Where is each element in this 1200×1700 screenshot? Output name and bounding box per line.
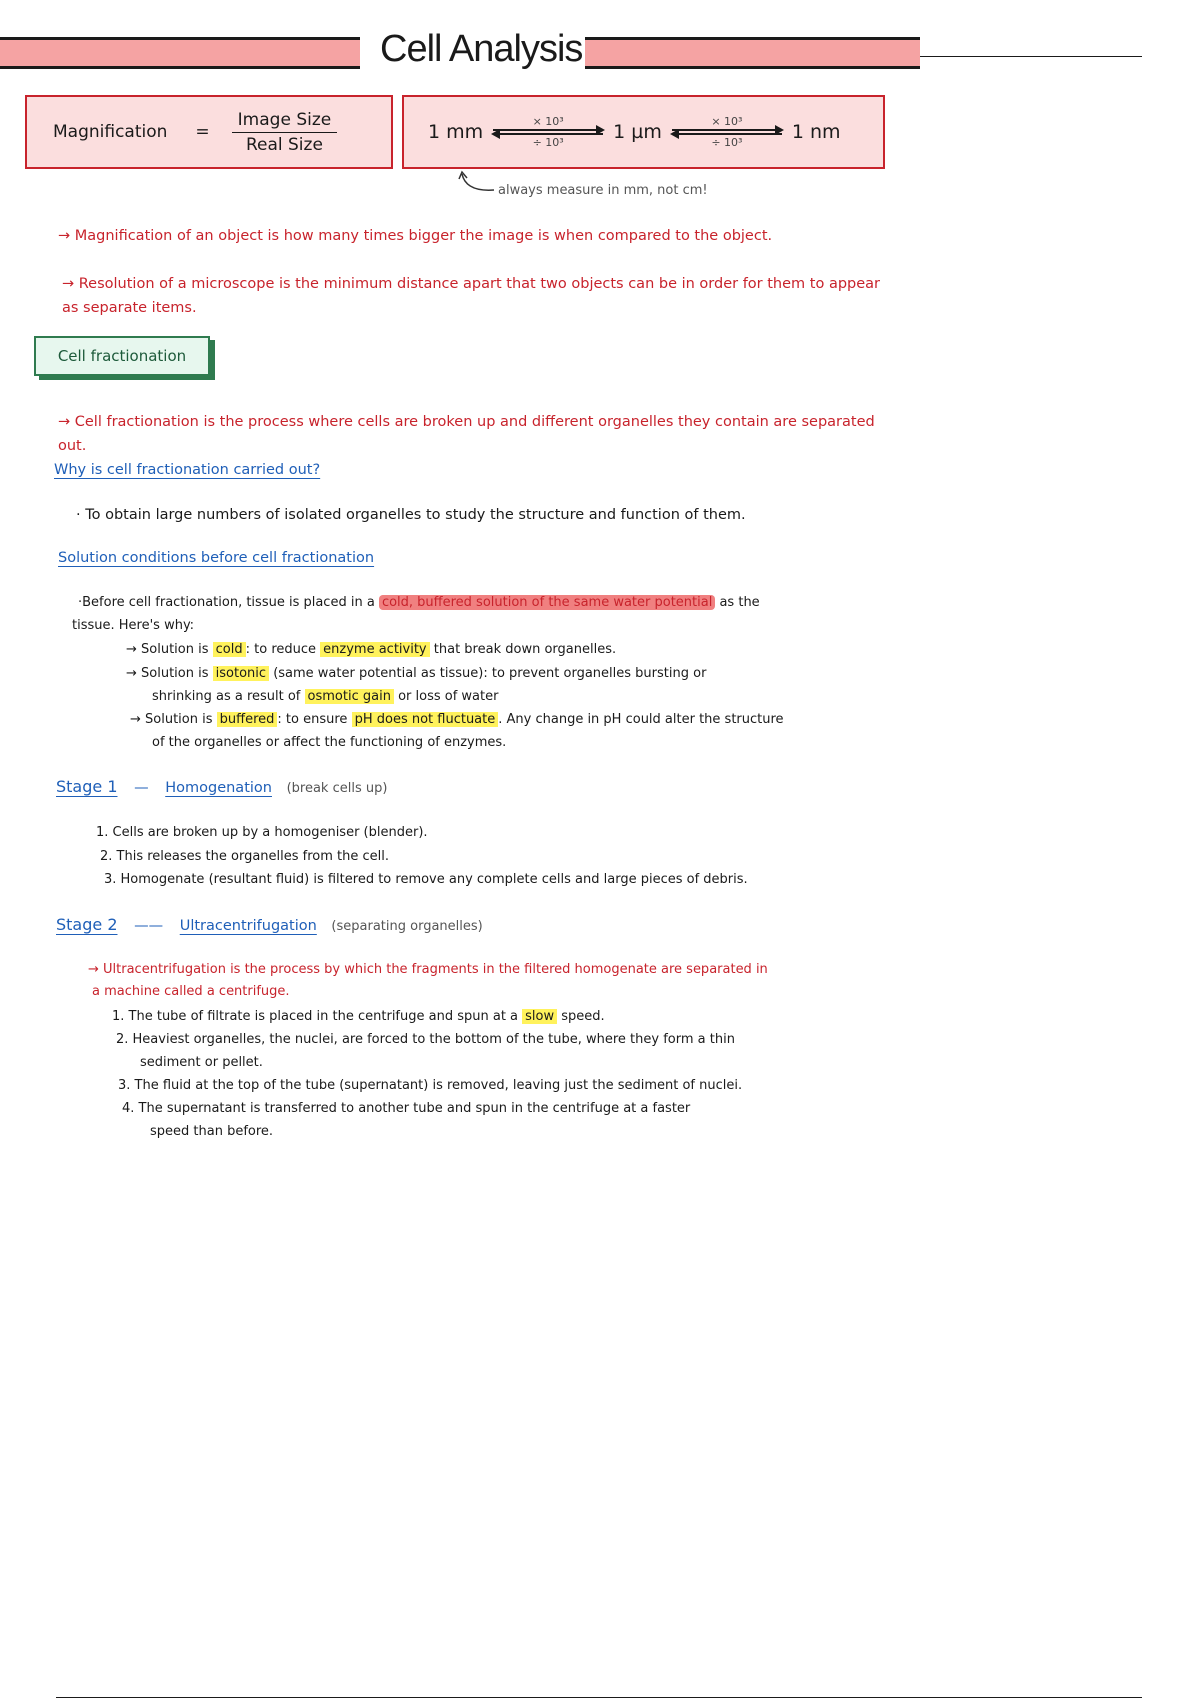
magnification-label: Magnification <box>53 122 168 142</box>
solution-heading: Solution conditions before cell fractionation <box>58 550 375 566</box>
unit-um: 1 µm <box>613 121 662 143</box>
stage1-step-1: 1. Cells are broken up by a homogeniser (blender). <box>96 825 428 840</box>
solution-buffered-cont: of the organelles or affect the functioning of enzymes. <box>152 735 507 750</box>
point-highlight-2: enzyme activity <box>320 642 429 657</box>
stage2-dash: —— <box>134 918 164 934</box>
title-rule-right <box>920 56 1142 57</box>
stage2-step-4b: speed than before. <box>150 1124 274 1139</box>
magnification-box <box>25 95 393 169</box>
units-note: always measure in mm, not cm! <box>498 183 708 198</box>
stage2-step-2b: sediment or pellet. <box>140 1055 263 1070</box>
definition-resolution: → Resolution of a microscope is the minimum distance apart that two objects can be in order for them to appear as separate items. <box>62 276 881 316</box>
solution-point-buffered <box>130 712 784 727</box>
solution-point-cold <box>126 642 616 657</box>
stage1-note: (break cells up) <box>286 781 388 796</box>
section-heading-text: Cell fractionation <box>57 347 187 365</box>
magnification-fraction <box>232 110 338 155</box>
right-arrow-icon <box>493 129 603 131</box>
solution-point-isotonic <box>126 666 706 681</box>
unit-nm: 1 nm <box>791 121 841 143</box>
arrow-top-label: × 10³ <box>532 115 564 128</box>
definition-magnification: → Magnification of an object is how many times bigger the image is when compared to the object. <box>58 228 773 244</box>
stage1-step-3: 3. Homogenate (resultant fluid) is filtered to remove any complete cells and large pieces of debris. <box>104 872 748 887</box>
step1-suffix: speed. <box>561 1009 605 1024</box>
point-highlight: buffered <box>217 712 278 727</box>
solution-intro-post: as the <box>719 595 760 610</box>
point-middle: : to reduce <box>245 642 317 657</box>
arrow-bottom-label: ÷ 10³ <box>532 136 564 149</box>
stage1-label: Stage 1 <box>56 777 118 796</box>
conversion-arrows-1 <box>493 115 603 149</box>
stage2-definition-line2: a machine called a centrifuge. <box>92 984 290 999</box>
point-prefix: → Solution is <box>126 642 209 657</box>
units-box <box>402 95 885 169</box>
why-heading: Why is cell fractionation carried out? <box>54 462 321 478</box>
stage2-step-3: 3. The fluid at the top of the tube (supernatant) is removed, leaving just the sediment of nuclei. <box>118 1078 743 1093</box>
stage2-definition-line1: → Ultracentrifugation is the process by which the fragments in the filtered homogenate are separated in <box>88 962 768 977</box>
point-highlight-2: pH does not fluctuate <box>352 712 499 727</box>
point-prefix: → Solution is <box>126 666 209 681</box>
bottom-rule <box>56 1697 1142 1698</box>
solution-intro <box>78 595 760 610</box>
arrow-bottom-label: ÷ 10³ <box>711 136 743 149</box>
cont-suffix: or loss of water <box>398 689 499 704</box>
unit-mm: 1 mm <box>428 121 484 143</box>
stage2-step-2a: 2. Heaviest organelles, the nuclei, are forced to the bottom of the tube, where they form a thin <box>116 1032 735 1047</box>
arrow-top-label: × 10³ <box>711 115 743 128</box>
curved-arrow-icon <box>458 170 498 198</box>
step1-highlight: slow <box>522 1009 557 1024</box>
fraction-denominator: Real Size <box>245 134 323 155</box>
conversion-arrows-2 <box>672 115 782 149</box>
page-title: Cell Analysis <box>380 28 583 70</box>
stage1-dash: — <box>134 780 149 796</box>
right-arrow-icon <box>672 129 782 131</box>
title-band-right <box>585 37 920 69</box>
cont-highlight: osmotic gain <box>305 689 394 704</box>
cont-prefix: shrinking as a result of <box>152 689 301 704</box>
solution-intro-highlight: cold, buffered solution of the same water potential <box>379 595 715 610</box>
stage2-label: Stage 2 <box>56 915 118 934</box>
stage1-heading <box>56 777 387 796</box>
stage2-title: Ultracentrifugation <box>179 918 317 934</box>
point-suffix: . Any change in pH could alter the structure <box>498 712 784 727</box>
why-answer: · To obtain large numbers of isolated organelles to study the structure and function of them. <box>76 507 746 523</box>
point-highlight: cold <box>213 642 246 657</box>
point-highlight: isotonic <box>213 666 269 681</box>
stage2-step-4a: 4. The supernatant is transferred to another tube and spun in the centrifuge at a faster <box>122 1101 691 1116</box>
solution-intro-line2: tissue. Here's why: <box>72 618 195 633</box>
title-band-left <box>0 37 360 69</box>
section-heading-cell-fractionation <box>34 336 210 376</box>
point-middle: (same water potential as tissue): to prevent organelles bursting or <box>273 666 707 681</box>
solution-intro-pre: ·Before cell fractionation, tissue is placed in a <box>78 595 375 610</box>
point-prefix: → Solution is <box>130 712 213 727</box>
equals-sign: = <box>195 122 210 142</box>
stage1-step-2: 2. This releases the organelles from the cell. <box>100 849 390 864</box>
point-suffix: that break down organelles. <box>433 642 617 657</box>
stage2-heading <box>56 915 483 934</box>
point-middle: : to ensure <box>277 712 348 727</box>
left-arrow-icon <box>672 133 782 135</box>
stage1-title: Homogenation <box>165 780 272 796</box>
step1-prefix: 1. The tube of filtrate is placed in the centrifuge and spun at a <box>112 1009 519 1024</box>
solution-isotonic-cont <box>152 689 498 704</box>
fraction-numerator: Image Size <box>232 110 338 133</box>
stage2-step-1 <box>112 1009 605 1024</box>
left-arrow-icon <box>493 133 603 135</box>
fractionation-definition: → Cell fractionation is the process where cells are broken up and different organelles they contain are separated out. <box>58 414 875 454</box>
stage2-note: (separating organelles) <box>331 919 483 934</box>
